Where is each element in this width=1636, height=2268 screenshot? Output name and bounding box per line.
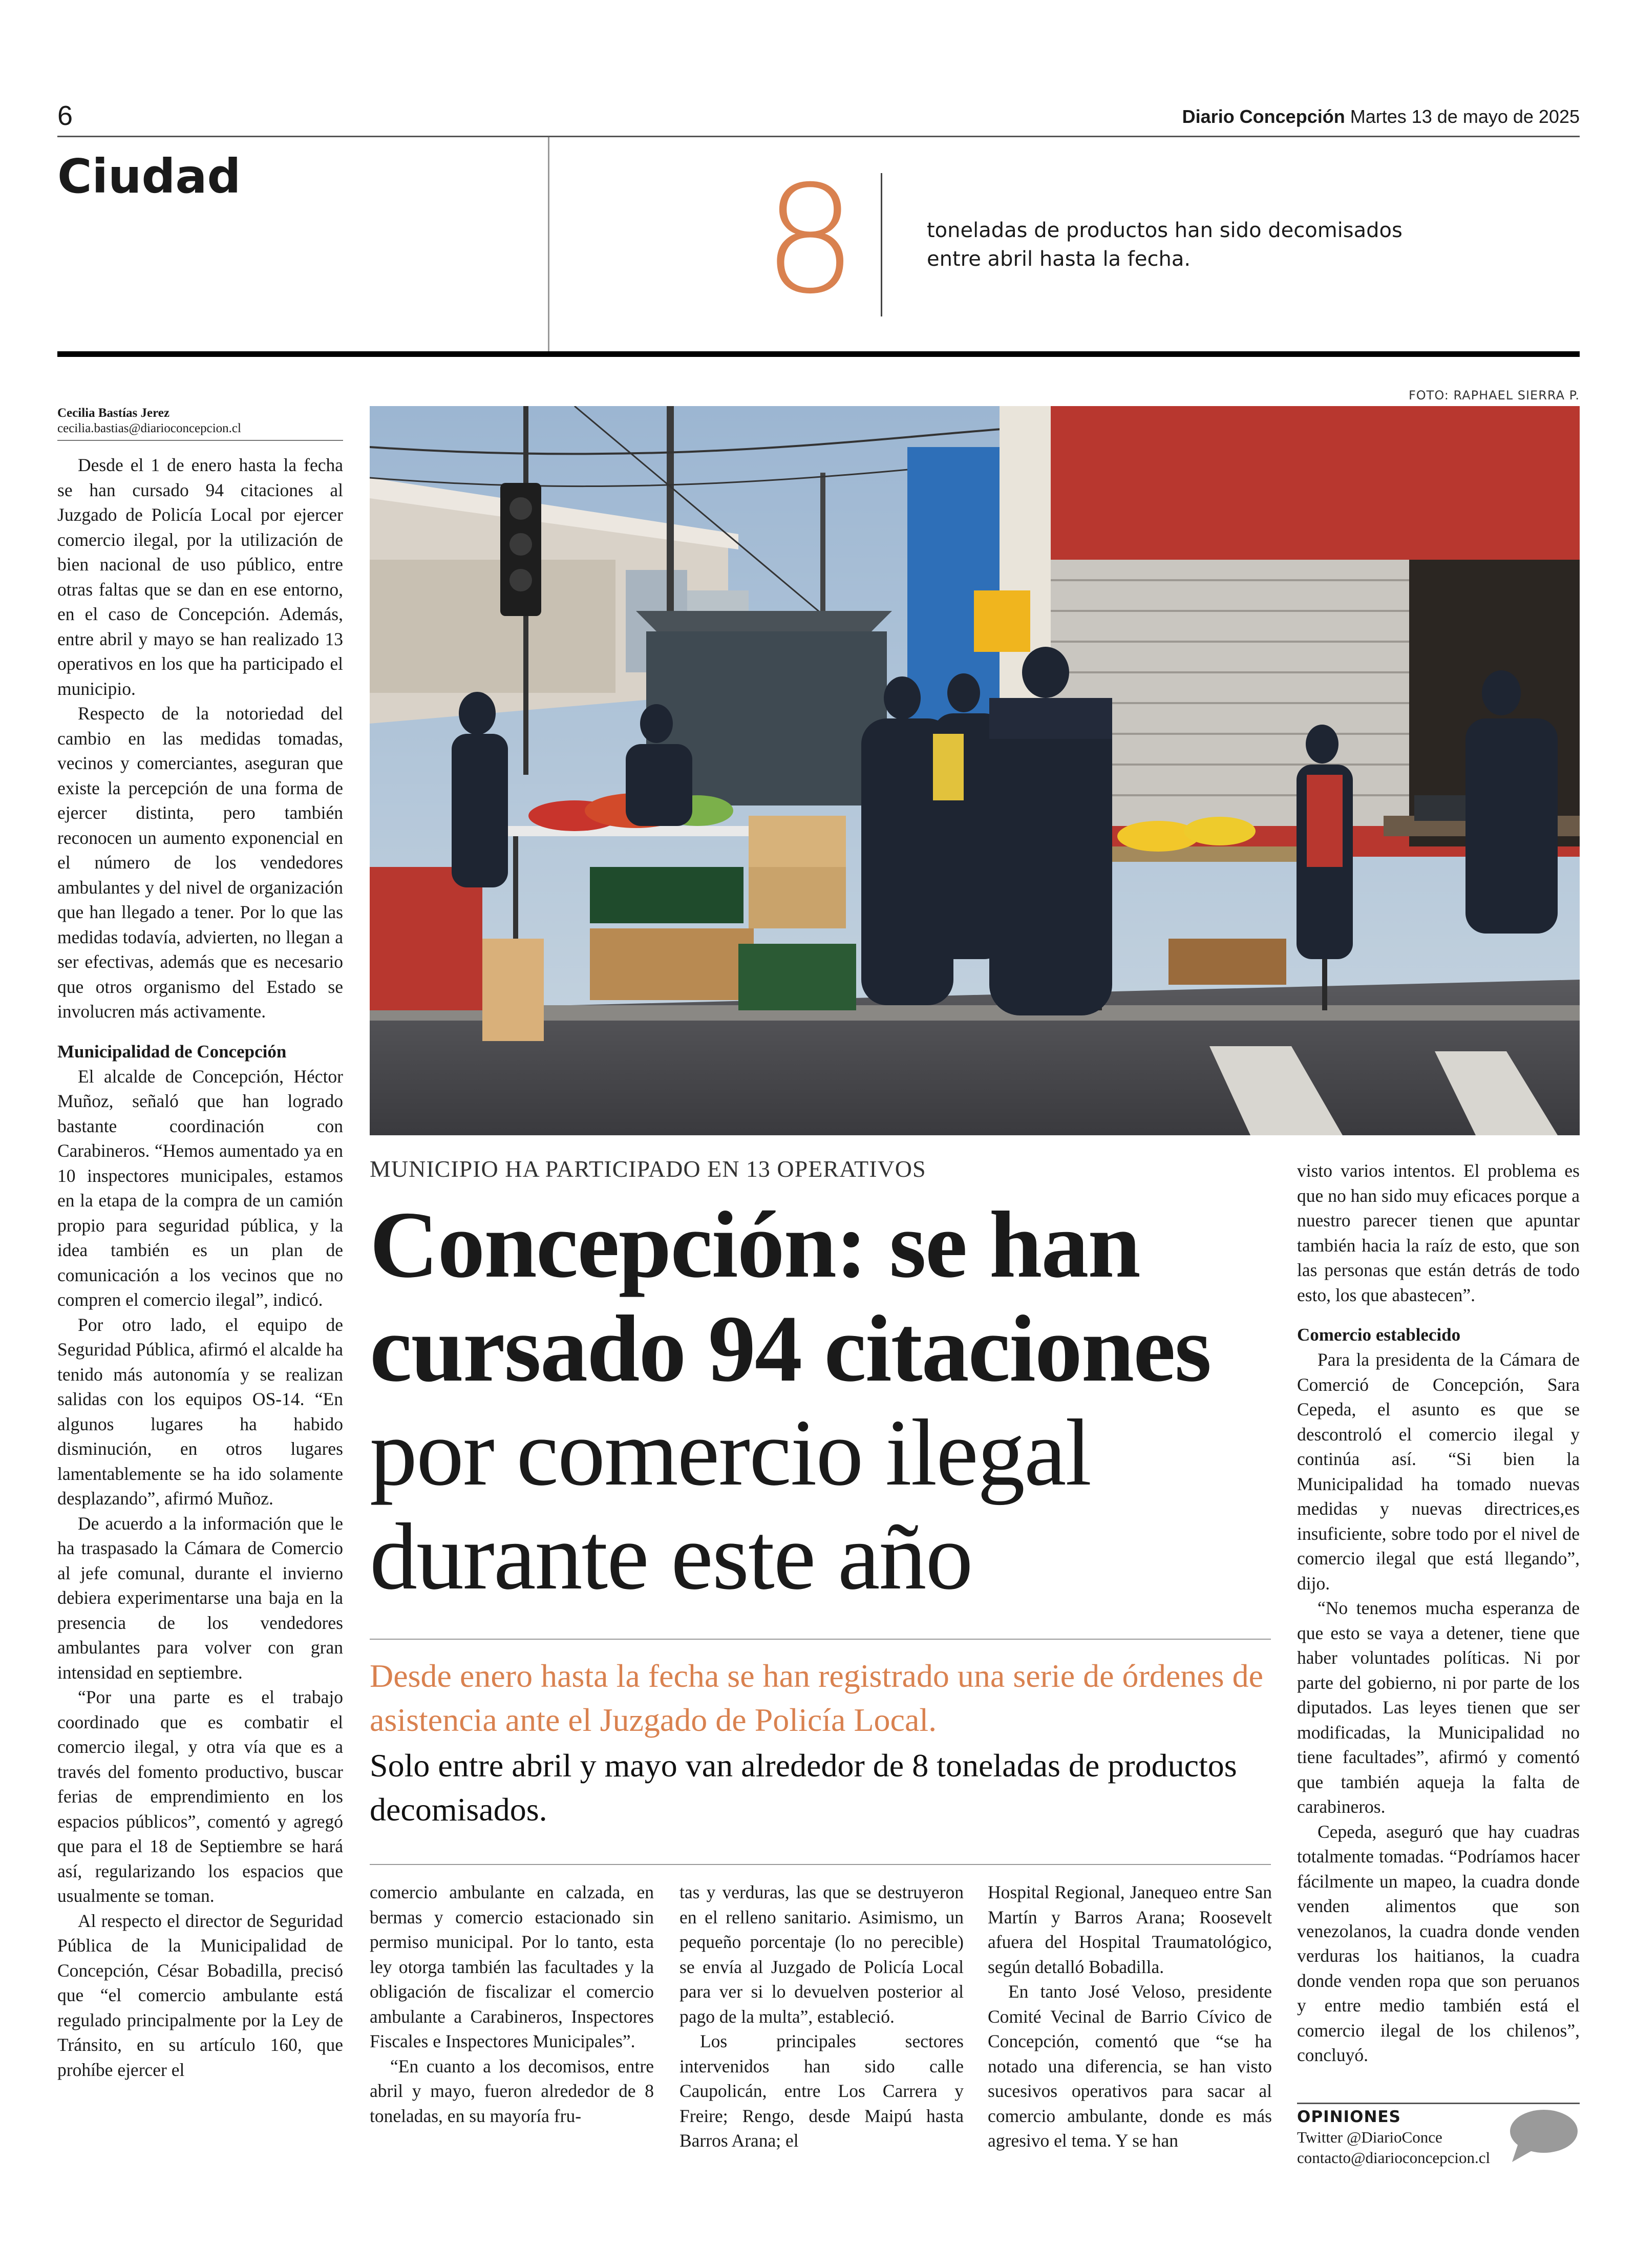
deck-rule	[370, 1639, 1271, 1640]
paragraph: “No tenemos mucha esperanza de que esto se vaya a detener, tiene que haber voluntades políticas. Ni por parte del gobierno, ni por parte de los diputados. Las leyes tienen que ser modificadas, la Municipalidad no tiene facultades”, afirmó y comentó que también aqueja la falta de carabineros.	[1297, 1598, 1580, 1817]
twitter-handle[interactable]: Twitter @DiarioConce	[1297, 2128, 1442, 2146]
header-rule-bottom	[57, 351, 1580, 357]
paragraph: “En cuanto a los decomisos, entre abril y mayo, fueron alrededor de 8 toneladas, en su mayoría fru-	[370, 2055, 654, 2126]
street-market-illustration	[370, 406, 1580, 1135]
article-column-4	[988, 1880, 1272, 2153]
opinions-label: OPINIONES	[1297, 2108, 1401, 2126]
headline-line-4: durante este año	[370, 1504, 972, 1609]
paragraph: Al respecto el director de Seguridad Pública de la Municipalidad de Concepción, César Bobadilla, precisó que “el comercio ambulante está regulado principalmente por la Ley de Tránsito, en su artículo 160, que prohíbe ejercer el	[57, 1910, 343, 2080]
article-column-5	[1297, 1158, 1580, 2068]
paragraph: El alcalde de Concepción, Héctor Muñoz, señaló que han logrado bastante coordinación con Carabineros. “Hemos aumentado ya en 10 inspectores municipales, estamos en la etapa de la compra de un camión propio para seguridad pública, y la idea también es un plan de comunicación a los vecinos que no compren el comercio ilegal”, indicó.	[57, 1066, 343, 1310]
paragraph: “Por una parte es el trabajo coordinado que es combatir el comercio ilegal, y otra vía que es a través del fomento productivo, buscar ferias de emprendimiento en los espacios públicos”, comentó y agregó que para el 18 de Septiembre se hará así, regularizando los espacios que usualmente se toman.	[57, 1687, 343, 1906]
opinions-box	[1297, 2107, 1512, 2168]
speech-bubble-icon	[1507, 2107, 1579, 2163]
paragraph: visto varios intentos. El problema es que no han sido muy eficaces porque a nuestro parecer tienen que apuntar también hacia la raíz de esto, que son las personas que están detrás de todo esto, los que abastecen”.	[1297, 1160, 1580, 1305]
byline	[57, 406, 343, 436]
subhead-municipalidad: Municipalidad de Concepción	[57, 1041, 287, 1062]
byline-rule	[57, 440, 343, 441]
headline-line-2: cursado 94 citaciones	[370, 1296, 1211, 1402]
street-market-photo	[370, 406, 1580, 1135]
paragraph: Los principales sectores intervenidos han sido calle Caupolicán, entre Los Carrera y Freire; Rengo, desde Maipú hasta Barros Arana; el	[679, 2031, 964, 2151]
paragraph: Respecto de la notoriedad del cambio en las medidas tomadas, vecinos y comerciantes, aseguran que existe la percepción de una forma de ejercer distinta, pero también reconocen un aumento exponencial en el número de los vendedores ambulantes y del nivel de organización que han llegado a tener. Por lo que las medidas todavía, advierten, no llegan a ser efectivas, además que es necesario que otros organismo del Estado se involucren más activamente.	[57, 703, 343, 1022]
paragraph: Para la presidenta de la Cámara de Comerció de Concepción, Sara Cepeda, el asunto es que se descontroló el comercio ilegal y continúa así. “Si bien la Municipalidad ha tomado nuevas medidas y nuevas directrices,es insuficiente, sobre todo por el nivel de comercio ilegal que está llegando”, dijo.	[1297, 1349, 1580, 1594]
subhead-comercio-establecido: Comercio establecido	[1297, 1325, 1461, 1345]
article-column-1	[57, 453, 343, 2082]
paragraph: Desde el 1 de enero hasta la fecha se han cursado 94 citaciones al Juzgado de Policía Local por ejercer comercio ilegal, por la utilización de bien nacional de uso público, entre otras faltas que se dan en ese entorno, en el caso de Concepción. Además, entre abril y mayo se han realizado 13 operativos en los que ha participado el municipio.	[57, 455, 343, 699]
deck-body: Solo entre abril y mayo van alrededor de 8 toneladas de productos decomisados.	[370, 1747, 1237, 1828]
body-rule	[370, 1864, 1271, 1865]
opinions-rule	[1297, 2103, 1580, 2104]
publication-name: Diario Concepción	[1182, 106, 1345, 127]
paragraph: Cepeda, aseguró que hay cuadras totalmente tomadas. “Podríamos hacer fácilmente un mapeo, la cuadra donde venden alimentos que son venezolanos, la cuadra donde venden verduras los haitianos, la cuadra donde venden ropa que son peruanos y entre medio también está el comercio ilegal de los chilenos”, concluyó.	[1297, 1821, 1580, 2065]
publication-date: Martes 13 de mayo de 2025	[1350, 106, 1580, 127]
paragraph: comercio ambulante en calzada, en bermas y comercio estacionado sin permiso municipal. Por lo tanto, esta ley otorga también las facultades y la obligación de fiscalizar el comercio ambulante a Carabineros, Inspectores Fiscales e Inspectores Municipales”.	[370, 1882, 654, 2051]
masthead	[1182, 105, 1580, 128]
paragraph: Por otro lado, el equipo de Seguridad Pública, afirmó el alcalde ha tenido más autonomía y se realizan salidas con los equipos OS-14. “En algunos lugares ha habido disminución, en otros lugares lamentablemente se ha ido solamente desplazando”, afirmó Muñoz.	[57, 1314, 343, 1509]
deck-accent: Desde enero hasta la fecha se han registrado una serie de órdenes de asistencia ante el Juzgado de Policía Local.	[370, 1658, 1263, 1738]
page-number: 6	[57, 100, 73, 131]
paragraph: tas y verduras, las que se destruyeron en el relleno sanitario. Asimismo, un pequeño porcentaje (lo no perecible) se envía al Juzgado de Policía Local para ver si lo devuelven posterior al pago de la multa”, estableció.	[679, 1882, 964, 2027]
byline-name: Cecilia Bastías Jerez	[57, 406, 169, 420]
stat-caption: toneladas de productos han sido decomisados entre abril hasta la fecha.	[927, 219, 1403, 271]
header-rule-top	[57, 136, 1580, 137]
contact-email[interactable]: contacto@diarioconcepcion.cl	[1297, 2149, 1491, 2167]
headline-line-1: Concepción: se han	[370, 1192, 1140, 1298]
photo-credit: FOTO: RAPHAEL SIERRA P.	[1408, 388, 1580, 402]
headline	[370, 1193, 1281, 1609]
article-column-3	[679, 1880, 964, 2153]
stat-divider	[881, 173, 882, 316]
article-column-2	[370, 1880, 654, 2128]
kicker: MUNICIPIO HA PARTICIPADO EN 13 OPERATIVOS	[370, 1156, 926, 1182]
section-title: Ciudad	[57, 149, 241, 204]
paragraph: De acuerdo a la información que le ha traspasado la Cámara de Comercio al jefe comunal, durante el invierno debiera experimentarse una baja en la presencia de los vendedores ambulantes para volver con gran intensidad en septiembre.	[57, 1513, 343, 1683]
header-divider	[548, 137, 549, 351]
headline-line-3: por comercio ilegal	[370, 1400, 1091, 1506]
paragraph: En tanto José Veloso, presidente Comité Vecinal de Barrio Cívico de Concepción, comentó que “se ha notado una diferencia, se han visto sucesivos operativos para sacar al comercio ambulante, donde es más agresivo el tema. Y se han	[988, 1981, 1272, 2151]
stat-number: 8	[763, 154, 858, 327]
paragraph: Hospital Regional, Janequeo entre San Martín y Barros Arana; Roosevelt afuera del Hospital Traumatológico, según detalló Bobadilla.	[988, 1882, 1272, 1977]
byline-email[interactable]: cecilia.bastias@diarioconcepcion.cl	[57, 421, 241, 435]
